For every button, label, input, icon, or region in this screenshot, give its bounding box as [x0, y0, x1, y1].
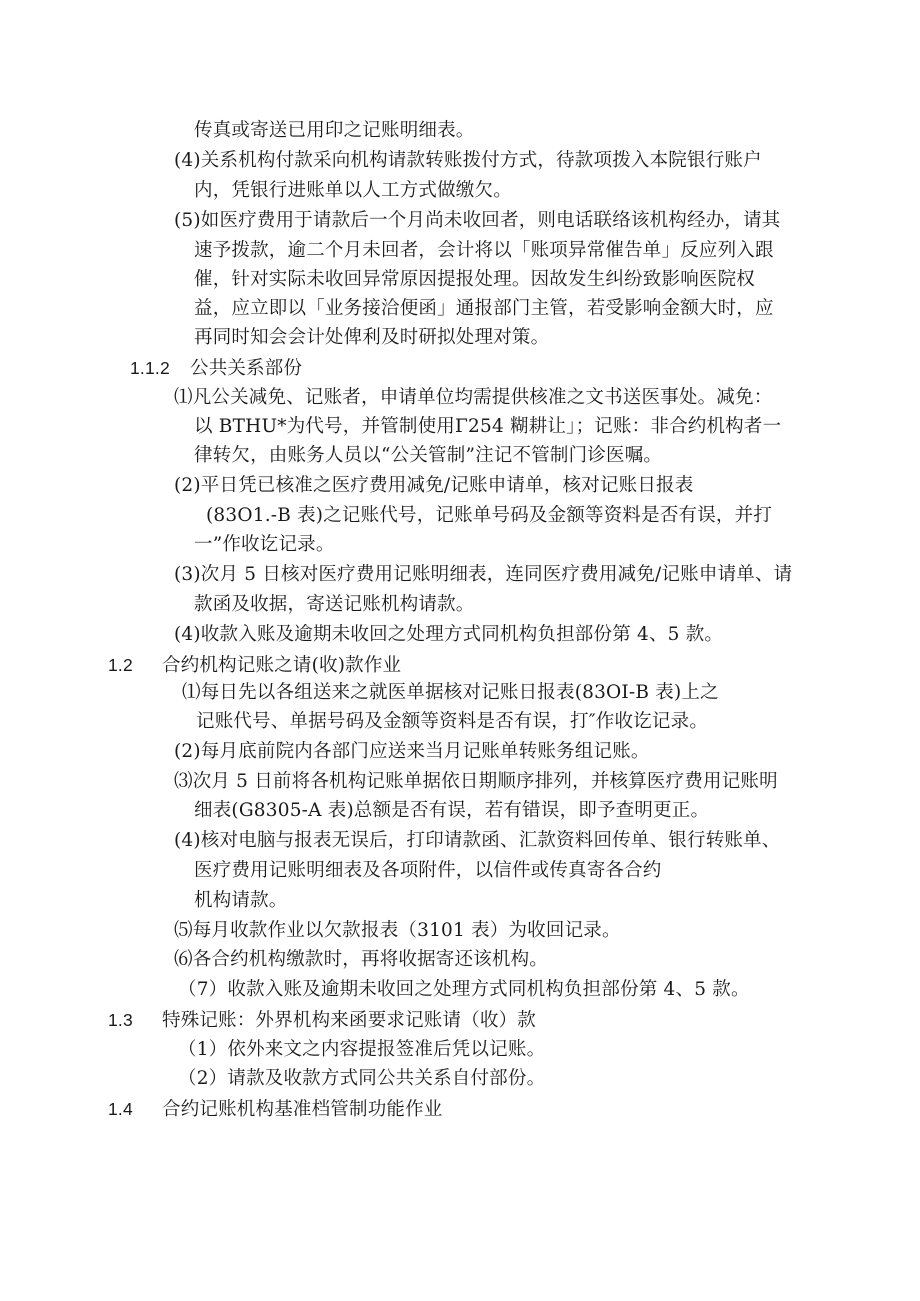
list-item-5: (5)如医疗费用于请款后一个月尚未收回者，则电话联络该机构经办，请其	[174, 210, 781, 231]
list-item-7: （7）收款入账及逾期未收回之处理方式同机构负担部份第 4、5 款。	[178, 979, 750, 1000]
section-heading-1-3	[108, 1006, 536, 1035]
section-title: 公共关系部份	[190, 358, 303, 379]
list-item-3: (3)次月 5 日核对医疗费用记账明细表，连同医疗费用减免/记账申请单、请	[174, 564, 793, 585]
list-item-1: ⑴凡公关减免、记账者，申请单位均需提供核准之文书送医事处。减免：	[174, 387, 773, 408]
text-line: 机构请款。	[194, 890, 288, 911]
section-heading-1-2	[108, 651, 401, 680]
list-item-1: ⑴每日先以各组送来之就医单据核对记账日报表(83OI-B 表)上之	[182, 682, 719, 703]
section-heading-1-4	[108, 1095, 443, 1124]
text-line: 速予拨款，逾二个月未回者，会计将以「账项异常催告单」反应列入跟	[194, 240, 774, 261]
section-title: 合约记账机构基准档管制功能作业	[162, 1099, 443, 1120]
section-number: 1.1.2	[130, 358, 170, 378]
text-line: 再同时知会会计处俾利及时研拟处理对策。	[194, 327, 550, 348]
text-line: 细表(G8305-A 表)总额是否有误，若有错误，即予查明更正。	[194, 800, 710, 821]
text-line: (83O1.-B 表)之记账代号，记账单号码及金额等资料是否有误，并打	[206, 505, 773, 526]
text-line: 催，针对实际未收回异常原因提报处理。因故发生纠纷致影响医院权	[194, 269, 756, 290]
list-item-2: (2)平日凭已核准之医疗费用减免/记账申请单，核对记账日报表	[174, 475, 694, 496]
section-number: 1.2	[108, 655, 133, 675]
list-item-1: （1）依外来文之内容提报签准后凭以记账。	[178, 1039, 546, 1060]
list-item-3: ⑶次月 5 日前将各机构记账单据依日期顺序排列，并核算医疗费用记账明	[174, 771, 778, 792]
text-line: 款函及收据，寄送记账机构请款。	[194, 594, 475, 615]
section-number: 1.4	[108, 1099, 133, 1119]
text-line: 记账代号、单据号码及金额等资料是否有误，打″作收讫记录。	[196, 711, 709, 732]
text-line: 传真或寄送已用印之记账明细表。	[194, 120, 475, 141]
list-item-4: (4)核对电脑与报表无误后，打印请款函、汇款资料回传单、银行转账单、	[174, 830, 781, 851]
section-heading-1-1-2	[130, 354, 302, 383]
list-item-2: (2)每月底前院内各部门应送来当月记账单转账务组记账。	[174, 741, 650, 762]
section-title: 特殊记账：外界机构来函要求记账请（收）款	[162, 1010, 537, 1031]
list-item-5: ⑸每月收款作业以欠款报表（3101 表）为收回记录。	[174, 920, 621, 941]
text-line: 医疗费用记账明细表及各项附件，以信件或传真寄各合约	[194, 860, 662, 881]
text-line: 内，凭银行进账单以人工方式做缴欠。	[194, 180, 512, 201]
text-line: 一”作收讫记录。	[194, 534, 335, 555]
list-item-6: ⑹各合约机构缴款时，再将收据寄还该机构。	[174, 949, 549, 970]
list-item-4: (4)关系机构付款采向机构请款转账拨付方式，待款项拨入本院银行账户	[174, 150, 762, 171]
text-line: 以 BTHU*为代号，并管制使用Γ254 糊耕让」；记账：非合约机构者一	[194, 416, 782, 437]
section-title: 合约机构记账之请(收)款作业	[162, 655, 402, 676]
text-line: 益，应立即以「业务接洽便函」通报部门主管，若受影响金额大时，应	[194, 298, 774, 319]
list-item-4: (4)收款入账及逾期未收回之处理方式同机构负担部份第 4、5 款。	[174, 624, 724, 645]
list-item-2: （2）请款及收款方式同公共关系自付部份。	[178, 1068, 546, 1089]
section-number: 1.3	[108, 1010, 133, 1030]
text-line: 律转欠，由账务人员以“公关管制”注记不管制门诊医嘱。	[194, 445, 663, 466]
